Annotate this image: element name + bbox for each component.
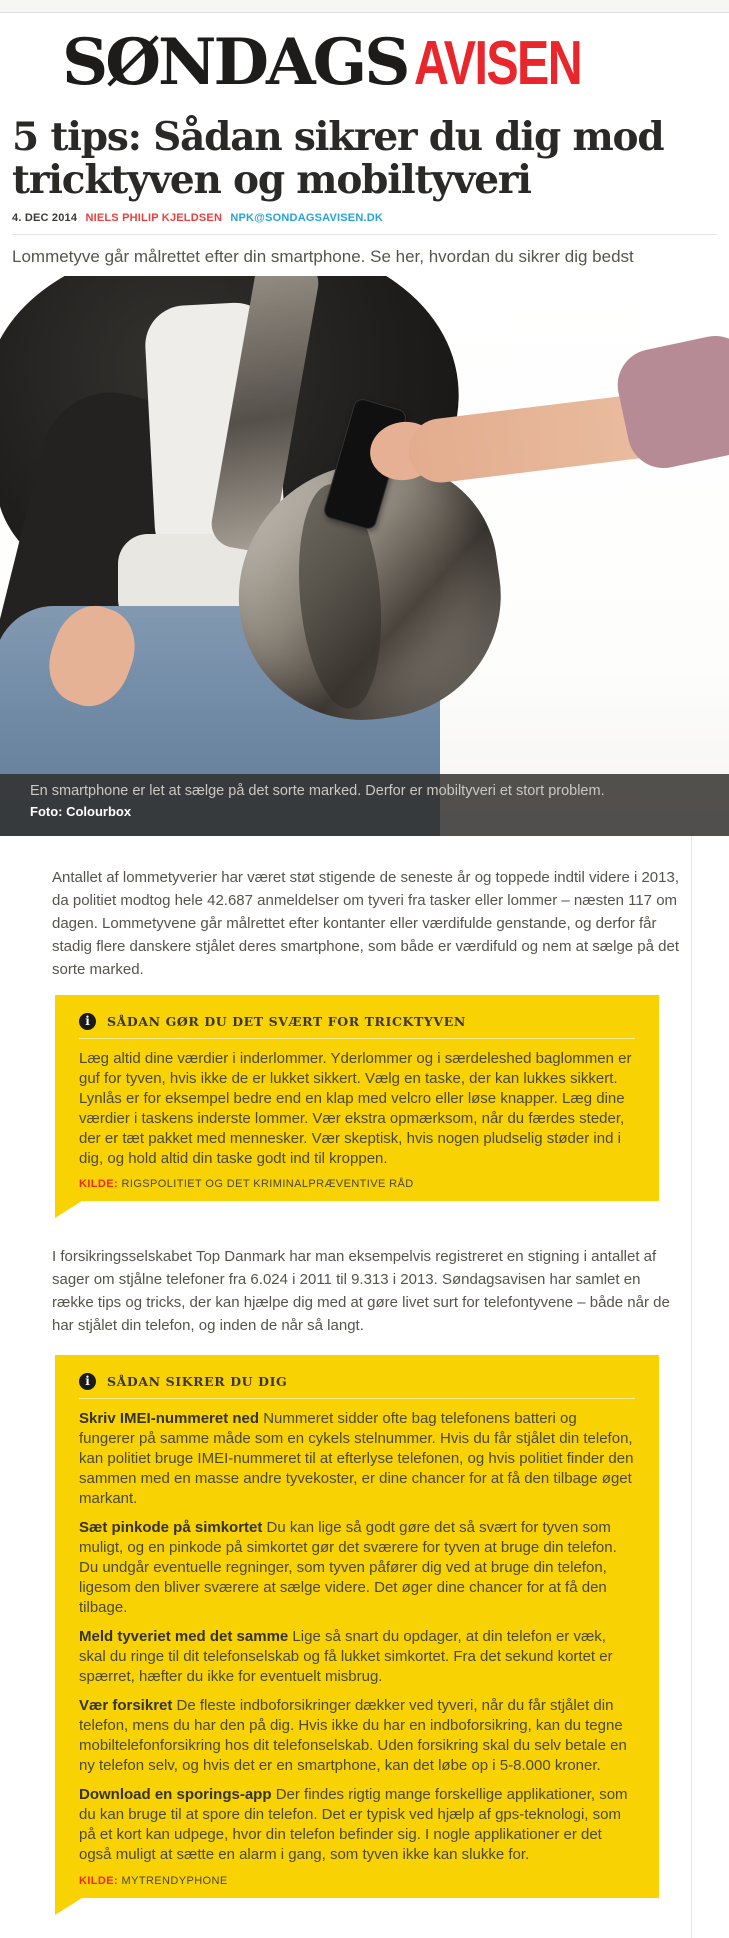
tip-imei [79,1409,635,1509]
photo-credit: Foto: Colourbox [30,803,132,819]
photo-caption-bar [0,774,729,836]
brand-avisen: AVISEN [413,29,581,98]
info-icon: i [79,1013,96,1030]
infobox-title: SÅDAN SIKRER DU DIG [107,1373,288,1389]
infobox-tail [55,1898,82,1915]
tip-lead: Vær forsikret [79,1696,173,1714]
tip-text: Du kan lige så godt gøre det så svært for tyven som muligt, og en pinkode på simkortet gør det sværere for tyven at bruge din telefon. Du undgår eventuelle regninger, som tyven påfører dig ved at bruge din telefon, ligesom den bliver sværere at sælge videre. Det øger dine chancer for at få den tilbage. [79,1518,617,1616]
tip-text: De fleste indboforsikringer dækker ved tyveri, når du får stjålet din telefon, mens du har den på dig. Hvis ikke du har en indboforsikring, kan du tegne mobiltelefonforsikring hos dit telefonselskab. Uden forsikring skal du selv betale en ny telefon selv, og hvis det er en smartphone, kan det løbe op i 5-8.000 kroner. [79,1696,627,1774]
brand-sondags: SØNDAGS [62,25,408,100]
author-link[interactable]: NIELS PHILIP KJELDSEN [85,211,223,224]
photo-caption: En smartphone er let at sælge på det sorte marked. Derfor er mobiltyveri et stort problem. [30,782,605,799]
article-photo [0,276,729,836]
article-date: 4. DEC 2014 [12,211,78,224]
tip-meld-tyveri [79,1627,635,1687]
source-label: KILDE: [79,1874,119,1887]
article-lead: Lommetyve går målrettet efter din smartphone. Se her, hvordan du sikrer dig bedst [12,246,634,266]
body-paragraph-2: I forsikringsselskabet Top Danmark har man eksempelvis registreret en stigning i antallet af sager om stjålne telefoner fra 6.024 i 2011 til 9.313 i 2013. Søndagsavisen har samlet en række tips og tricks, der kan hjælpe dig med at gøre livet surt for telefontyvene – både når de har stjålet din telefon, og inden de når så langt. [52,1247,670,1334]
info-icon: i [79,1373,96,1390]
infobox-divider [79,1038,635,1039]
infobox-header [79,1013,635,1030]
top-bar [0,0,729,13]
tip-text: Der findes rigtig mange forskellige applikationer, som du kan bruge til at spore din telefon. Det er typisk ved hjælp af gps-teknologi, som på et kort kan udpege, hvor din telefon befinder sig. I nogle applikationer er det også muligt at sætte en alarm i gang, som tyven ikke kan slukke for. [79,1785,628,1863]
tip-lead: Skriv IMEI-nummeret ned [79,1409,260,1427]
article-header [12,116,717,235]
source-value: MYTRENDYPHONE [121,1874,228,1887]
source-line [79,1177,635,1191]
infobox-header [79,1373,635,1390]
infobox-text: Læg altid dine værdier i inderlommer. Yderlommer og i særdeleshed baglommen er guf for tyven, hvis ikke de er lukket sikkert. Vælg en taske, der kan lukkes sikkert. Lynlås er for eksempel bedre end en klap med velcro eller løse knapper. Læg dine værdier i taskens inderste lommer. Vær ekstra opmærksom, når du færdes steder, der er tæt pakket med mennesker. Vær skeptisk, hvis nogen pludselig støder ind i dig, og hold altid din taske godt ind til kroppen. [79,1049,632,1167]
body-paragraph-1: Antallet af lommetyverier har været støt stigende de seneste år og toppede indtil videre i 2013, da politiet modtog hele 42.687 anmeldelser om tyveri fra tasker eller lommer – næsten 117 om dagen. Lommetyvene går målrettet efter kontanter eller værdifulde genstande, og derfor får stadig flere danskere stjålet deres smartphone, som både er værdifuld og nem at sælge på det sorte marked. [52,868,680,978]
infobox-title: SÅDAN GØR DU DET SVÆRT FOR TRICKTYVEN [107,1013,466,1029]
infobox-divider [79,1398,635,1399]
tip-text: Lige så snart du opdager, at din telefon er væk, skal du ringe til dit telefonselskab og få lukket simkortet. Fra det sekund kortet er spærret, hæfter du ikke for eventuelt misbrug. [79,1627,613,1685]
byline [12,212,717,224]
tip-text: Nummeret sidder ofte bag telefonens batteri og fungerer på samme måde som en cykels stelnummer. Hvis du får stjålet din telefon, kan politiet bruge IMEI-nummeret til at efterlyse telefonen, og hvis politiet finder den sammen med en masse andre tyvekoster, er dine chancer for at få den tilbage øget markant. [79,1409,634,1507]
source-value: RIGSPOLITIET OG DET KRIMINALPRÆVENTIVE RÅD [121,1177,414,1190]
tip-forsikring [79,1696,635,1776]
article-title: 5 tips: Sådan sikrer du dig mod tricktyven og mobiltyveri [12,114,664,203]
source-label: KILDE: [79,1177,119,1190]
infobox-tricktyven [55,995,659,1201]
source-line [79,1874,635,1888]
infobox-sikrer-du-dig [55,1355,659,1898]
article-body [40,836,692,1938]
brand-logo[interactable] [62,25,729,102]
author-email-link[interactable]: NPK@SONDAGSAVISEN.DK [230,211,384,224]
tip-pinkode [79,1518,635,1618]
tip-sporings-app [79,1785,635,1865]
tip-lead: Download en sporings-app [79,1785,272,1803]
tip-lead: Meld tyveriet med det samme [79,1627,289,1645]
masthead [0,13,729,106]
tip-lead: Sæt pinkode på simkortet [79,1518,263,1536]
infobox-tail [55,1201,82,1218]
